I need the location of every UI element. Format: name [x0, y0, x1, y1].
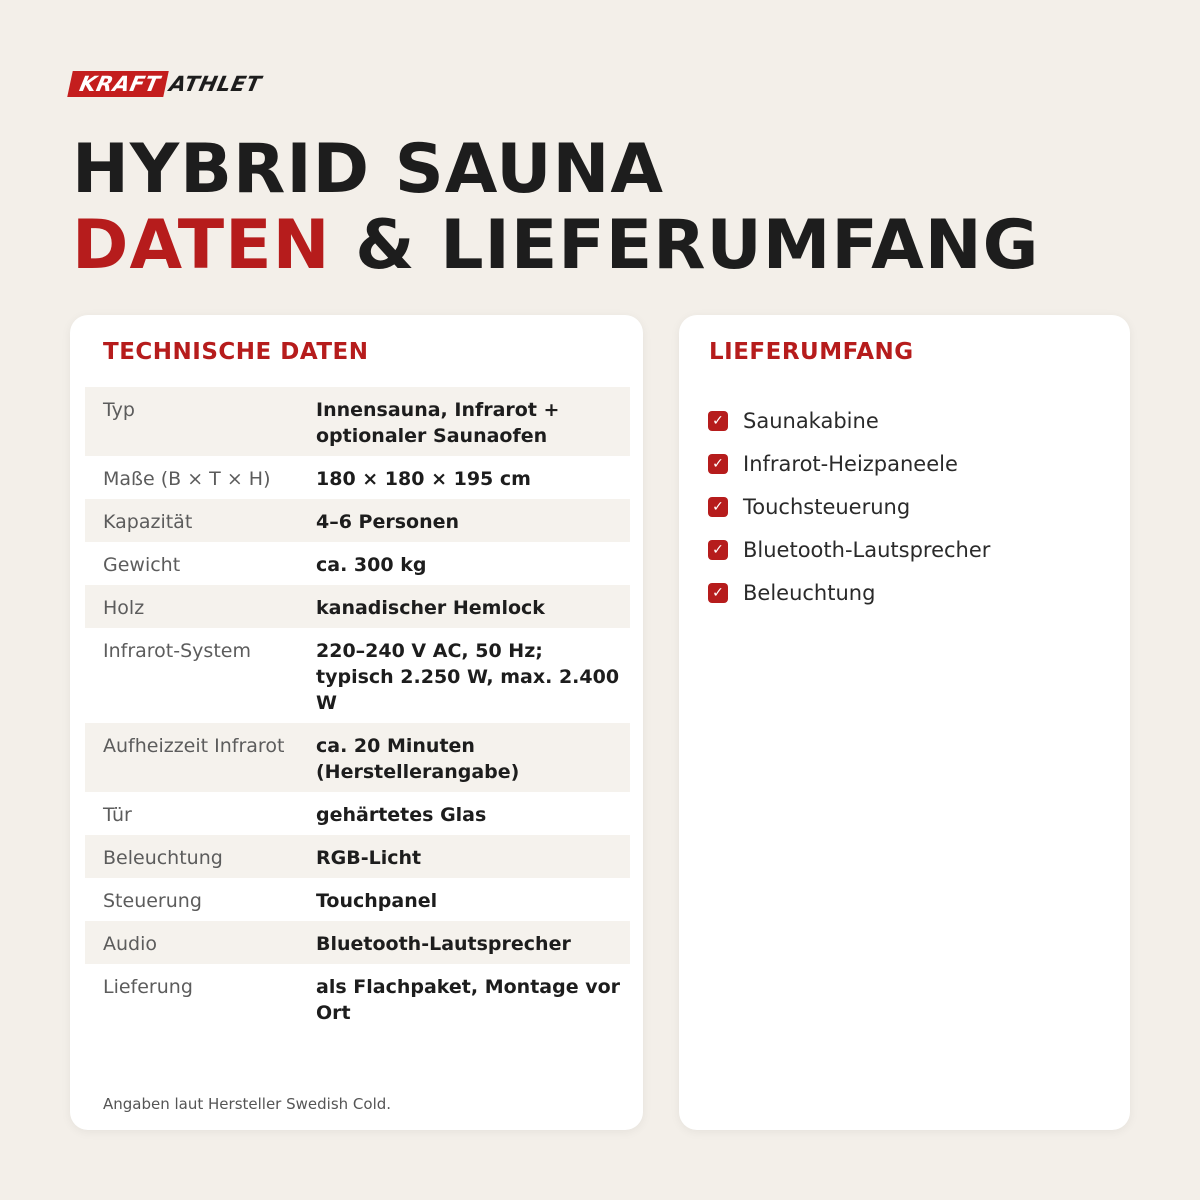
spec-label: Audio — [103, 933, 158, 955]
checkbox-checked-icon: ✓ — [708, 411, 728, 431]
list-item — [708, 571, 990, 614]
page-title — [72, 132, 1039, 284]
list-item-label: Saunakabine — [743, 408, 879, 433]
checkbox-checked-icon: ✓ — [708, 583, 728, 603]
spec-label: Infrarot-System — [103, 640, 251, 662]
spec-label: Beleuchtung — [103, 847, 223, 869]
list-item — [708, 485, 990, 528]
title-accent: DATEN — [72, 206, 331, 285]
spec-value: 220–240 V AC, 50 Hz; typisch 2.250 W, max. 2.400 W — [316, 640, 620, 714]
delivery-checklist — [708, 399, 990, 614]
table-row — [85, 723, 630, 792]
spec-value: als Flachpaket, Montage vor Ort — [316, 976, 621, 1024]
spec-label: Gewicht — [103, 554, 181, 576]
spec-table — [85, 387, 630, 1033]
table-row — [85, 878, 630, 921]
spec-label: Holz — [103, 597, 145, 619]
delivery-scope-title: LIEFERUMFANG — [709, 339, 914, 365]
table-row — [85, 499, 630, 542]
checkbox-checked-icon: ✓ — [708, 454, 728, 474]
delivery-scope-card — [679, 315, 1130, 1130]
spec-value: Touchpanel — [316, 890, 438, 912]
list-item-label: Beleuchtung — [743, 580, 876, 605]
brand-logo-part2: ATHLET — [167, 72, 264, 96]
table-row — [85, 964, 630, 1033]
table-row — [85, 628, 630, 723]
list-item — [708, 528, 990, 571]
table-row — [85, 585, 630, 628]
table-row — [85, 792, 630, 835]
spec-value: ca. 20 Minuten (Herstellerangabe) — [316, 735, 520, 783]
spec-value: RGB-Licht — [316, 847, 422, 869]
spec-value: ca. 300 kg — [316, 554, 427, 576]
brand-logo-part1: KRAFT — [67, 71, 168, 97]
title-rest: & LIEFERUMFANG — [330, 206, 1040, 285]
list-item-label: Bluetooth-Lautsprecher — [743, 537, 991, 562]
checkbox-checked-icon: ✓ — [708, 497, 728, 517]
table-row — [85, 456, 630, 499]
table-row — [85, 542, 630, 585]
spec-value: Innensauna, Infrarot + optionaler Saunaofen — [316, 399, 560, 447]
spec-value: 180 × 180 × 195 cm — [316, 468, 531, 490]
spec-label: Tür — [103, 804, 132, 826]
list-item — [708, 399, 990, 442]
tech-specs-title: TECHNISCHE DATEN — [103, 339, 369, 365]
spec-value: kanadischer Hemlock — [316, 597, 545, 619]
title-line-1: HYBRID SAUNA — [72, 130, 665, 209]
spec-label: Typ — [103, 399, 135, 421]
spec-label: Aufheizzeit Infrarot — [103, 735, 285, 757]
brand-logo — [67, 70, 268, 98]
table-row — [85, 835, 630, 878]
spec-value: 4–6 Personen — [316, 511, 460, 533]
spec-value: Bluetooth-Lautsprecher — [316, 933, 571, 955]
checkbox-checked-icon: ✓ — [708, 540, 728, 560]
title-line-2 — [72, 208, 1039, 284]
list-item-label: Infrarot-Heizpaneele — [743, 451, 958, 476]
list-item-label: Touchsteuerung — [743, 494, 911, 519]
spec-label: Maße (B × T × H) — [103, 468, 271, 490]
spec-label: Kapazität — [103, 511, 193, 533]
tech-specs-card — [70, 315, 643, 1130]
spec-label: Lieferung — [103, 976, 193, 998]
table-row — [85, 921, 630, 964]
spec-value: gehärtetes Glas — [316, 804, 487, 826]
table-row — [85, 387, 630, 456]
spec-label: Steuerung — [103, 890, 202, 912]
list-item — [708, 442, 990, 485]
source-footnote: Angaben laut Hersteller Swedish Cold. — [103, 1095, 392, 1113]
